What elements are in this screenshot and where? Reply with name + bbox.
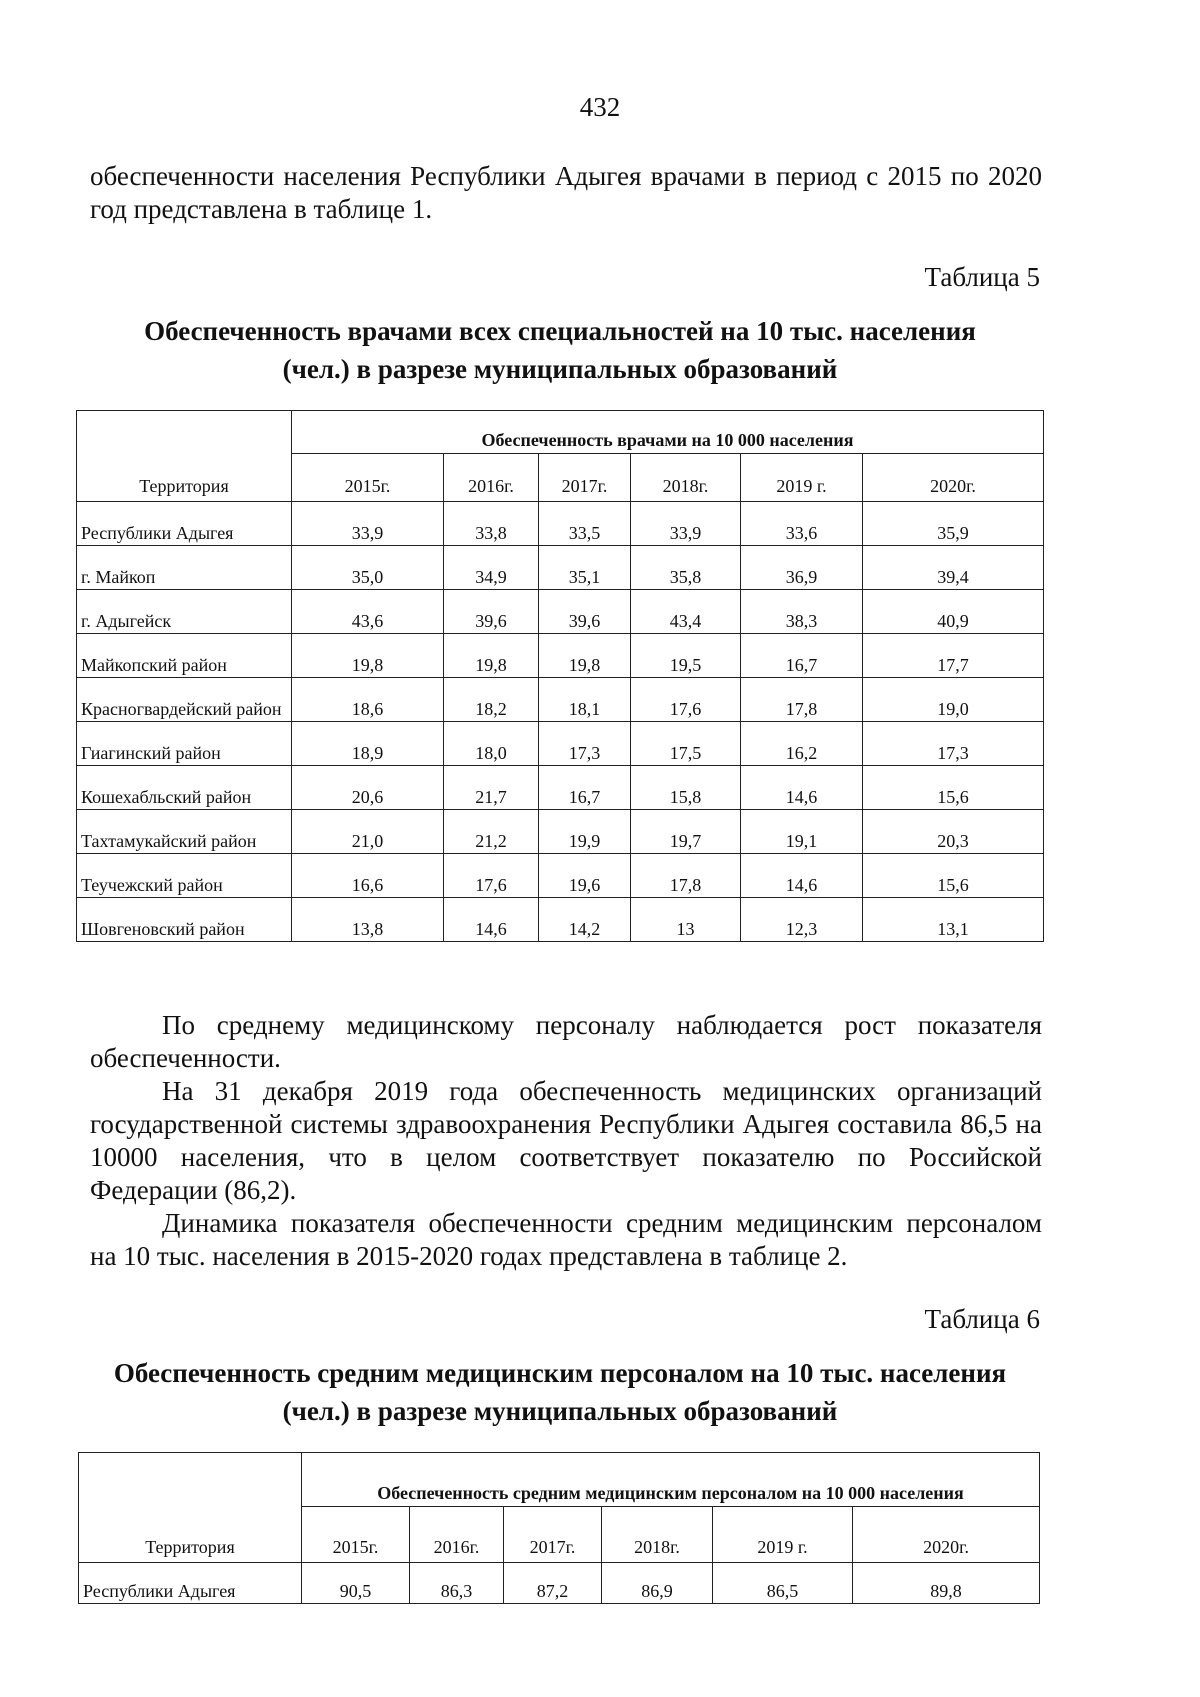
table6-year-header: 2016г. xyxy=(410,1507,504,1563)
table5-title-line2: (чел.) в разрезе муниципальных образований xyxy=(282,354,838,384)
territory-cell: Тахтамукайский район xyxy=(77,810,292,854)
value-cell: 18,0 xyxy=(444,722,539,766)
value-cell: 33,5 xyxy=(539,502,631,546)
value-cell: 19,0 xyxy=(863,678,1044,722)
paragraph-dec-2019: На 31 декабря 2019 года обеспеченность медицинских организаций государственной системы здравоохранения Республики Адыгея составила 86,5 на 10000 населения, что в целом соответствует показателю по Российской Федерации (86,2). xyxy=(90,1076,1042,1205)
table-row xyxy=(77,546,1044,590)
value-cell: 17,8 xyxy=(631,854,741,898)
value-cell: 17,8 xyxy=(741,678,863,722)
value-cell: 16,7 xyxy=(741,634,863,678)
value-cell: 16,7 xyxy=(539,766,631,810)
value-cell: 12,3 xyxy=(741,898,863,942)
territory-cell: Республики Адыгея xyxy=(79,1563,302,1604)
value-cell: 13,1 xyxy=(863,898,1044,942)
value-cell: 16,2 xyxy=(741,722,863,766)
value-cell: 34,9 xyxy=(444,546,539,590)
value-cell: 20,6 xyxy=(292,766,444,810)
value-cell: 17,3 xyxy=(539,722,631,766)
table5 xyxy=(76,410,1044,942)
table6-title-line2: (чел.) в разрезе муниципальных образований xyxy=(282,1396,838,1426)
value-cell: 43,4 xyxy=(631,590,741,634)
value-cell: 40,9 xyxy=(863,590,1044,634)
value-cell: 39,6 xyxy=(539,590,631,634)
value-cell: 35,0 xyxy=(292,546,444,590)
value-cell: 33,9 xyxy=(292,502,444,546)
value-cell: 15,6 xyxy=(863,854,1044,898)
table6-title xyxy=(0,1354,1120,1430)
value-cell: 14,6 xyxy=(741,766,863,810)
table-row xyxy=(77,634,1044,678)
value-cell: 19,7 xyxy=(631,810,741,854)
territory-cell: Республики Адыгея xyxy=(77,502,292,546)
value-cell: 13,8 xyxy=(292,898,444,942)
territory-cell: Шовгеновский район xyxy=(77,898,292,942)
table5-label: Таблица 5 xyxy=(924,262,1040,292)
page-number: 432 xyxy=(579,92,621,122)
value-cell: 19,8 xyxy=(292,634,444,678)
territory-cell: г. Майкоп xyxy=(77,546,292,590)
value-cell: 20,3 xyxy=(863,810,1044,854)
territory-cell: г. Адыгейск xyxy=(77,590,292,634)
table5-year-header: 2017г. xyxy=(539,454,631,502)
value-cell: 14,2 xyxy=(539,898,631,942)
value-cell: 17,5 xyxy=(631,722,741,766)
value-cell: 39,4 xyxy=(863,546,1044,590)
value-cell: 13 xyxy=(631,898,741,942)
value-cell: 89,8 xyxy=(853,1563,1040,1604)
table5-year-header: 2019 г. xyxy=(741,454,863,502)
value-cell: 19,1 xyxy=(741,810,863,854)
value-cell: 19,8 xyxy=(539,634,631,678)
table5-header-territory: Территория xyxy=(77,411,292,502)
value-cell: 19,8 xyxy=(444,634,539,678)
value-cell: 14,6 xyxy=(444,898,539,942)
territory-cell: Теучежский район xyxy=(77,854,292,898)
territory-cell: Гиагинский район xyxy=(77,722,292,766)
value-cell: 90,5 xyxy=(302,1563,410,1604)
value-cell: 36,9 xyxy=(741,546,863,590)
table5-title xyxy=(0,312,1120,388)
value-cell: 17,7 xyxy=(863,634,1044,678)
value-cell: 86,3 xyxy=(410,1563,504,1604)
table5-year-header: 2018г. xyxy=(631,454,741,502)
table-row xyxy=(77,898,1044,942)
value-cell: 15,8 xyxy=(631,766,741,810)
table6-year-header: 2019 г. xyxy=(713,1507,853,1563)
value-cell: 33,9 xyxy=(631,502,741,546)
table-row xyxy=(77,854,1044,898)
value-cell: 21,2 xyxy=(444,810,539,854)
table5-title-line1: Обеспеченность врачами всех специальностей на 10 тыс. населения xyxy=(144,316,976,346)
value-cell: 18,1 xyxy=(539,678,631,722)
value-cell: 21,0 xyxy=(292,810,444,854)
value-cell: 19,5 xyxy=(631,634,741,678)
table5-header-group: Обеспеченность врачами на 10 000 населения xyxy=(292,411,1044,454)
paragraph-dynamics: Динамика показателя обеспеченности средним медицинским персоналом на 10 тыс. населения в 2015-2020 годах представлена в таблице 2. xyxy=(90,1208,1042,1271)
value-cell: 35,9 xyxy=(863,502,1044,546)
table6-label: Таблица 6 xyxy=(924,1304,1040,1334)
value-cell: 18,6 xyxy=(292,678,444,722)
value-cell: 33,8 xyxy=(444,502,539,546)
value-cell: 19,9 xyxy=(539,810,631,854)
table-row xyxy=(77,502,1044,546)
intro-paragraph: обеспеченности населения Республики Адыгея врачами в период с 2015 по 2020 год представлена в таблице 1. xyxy=(90,161,1042,224)
territory-cell: Красногвардейский район xyxy=(77,678,292,722)
value-cell: 17,6 xyxy=(444,854,539,898)
table-row xyxy=(77,590,1044,634)
value-cell: 86,5 xyxy=(713,1563,853,1604)
table6-header-group: Обеспеченность средним медицинским персоналом на 10 000 населения xyxy=(302,1453,1040,1507)
table6 xyxy=(78,1452,1040,1604)
table5-year-header: 2016г. xyxy=(444,454,539,502)
value-cell: 86,9 xyxy=(602,1563,713,1604)
value-cell: 33,6 xyxy=(741,502,863,546)
value-cell: 38,3 xyxy=(741,590,863,634)
table6-year-header: 2020г. xyxy=(853,1507,1040,1563)
table6-year-header: 2015г. xyxy=(302,1507,410,1563)
value-cell: 14,6 xyxy=(741,854,863,898)
table-row xyxy=(79,1563,1040,1604)
table6-year-header: 2018г. xyxy=(602,1507,713,1563)
territory-cell: Кошехабльский район xyxy=(77,766,292,810)
territory-cell: Майкопский район xyxy=(77,634,292,678)
table5-year-header: 2015г. xyxy=(292,454,444,502)
paragraph-staff-growth: По среднему медицинскому персоналу наблюдается рост показателя обеспеченности. xyxy=(90,1010,1042,1073)
table-row xyxy=(77,810,1044,854)
value-cell: 35,8 xyxy=(631,546,741,590)
table6-year-header: 2017г. xyxy=(504,1507,602,1563)
value-cell: 18,9 xyxy=(292,722,444,766)
value-cell: 43,6 xyxy=(292,590,444,634)
table-row xyxy=(77,722,1044,766)
table6-header-territory: Территория xyxy=(79,1453,302,1563)
table-row xyxy=(77,678,1044,722)
value-cell: 21,7 xyxy=(444,766,539,810)
value-cell: 39,6 xyxy=(444,590,539,634)
value-cell: 15,6 xyxy=(863,766,1044,810)
value-cell: 18,2 xyxy=(444,678,539,722)
table6-title-line1: Обеспеченность средним медицинским персоналом на 10 тыс. населения xyxy=(113,1358,1007,1388)
value-cell: 35,1 xyxy=(539,546,631,590)
value-cell: 17,3 xyxy=(863,722,1044,766)
table-row xyxy=(77,766,1044,810)
value-cell: 19,6 xyxy=(539,854,631,898)
value-cell: 17,6 xyxy=(631,678,741,722)
value-cell: 16,6 xyxy=(292,854,444,898)
table5-year-header: 2020г. xyxy=(863,454,1044,502)
value-cell: 87,2 xyxy=(504,1563,602,1604)
